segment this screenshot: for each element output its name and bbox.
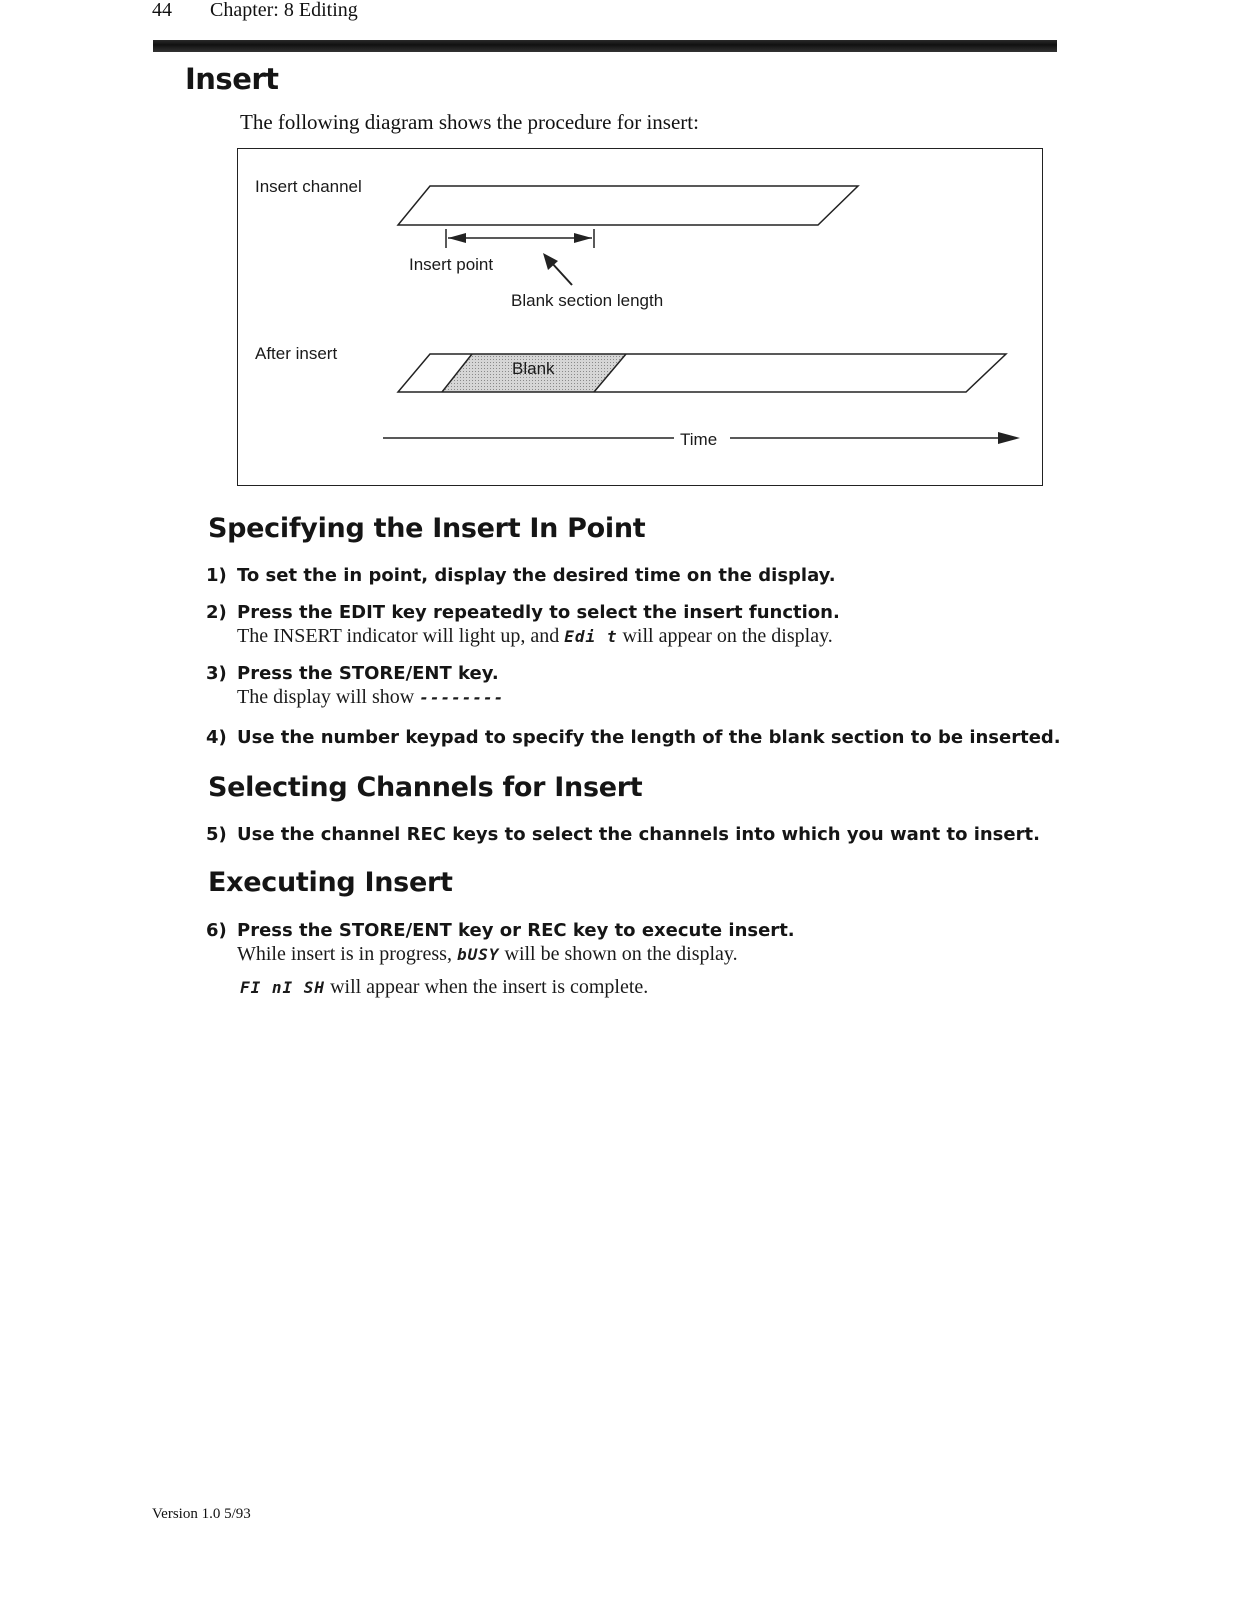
blank-section-length-label: Blank section length <box>511 291 664 310</box>
section-heading-executing: Executing Insert <box>208 867 453 898</box>
detail-text: will appear on the display. <box>617 625 833 647</box>
step-number: 5) <box>206 824 227 845</box>
arrowhead-right <box>574 233 592 243</box>
step-text: Press the EDIT key repeatedly to select the insert function. <box>237 602 840 623</box>
time-arrowhead <box>998 432 1020 444</box>
step-2-detail <box>237 625 833 648</box>
after-insert-label: After insert <box>255 344 338 363</box>
lcd-readout: Edi t <box>564 627 618 646</box>
detail-text: The INSERT indicator will light up, and <box>237 625 565 647</box>
step-text: To set the in point, display the desired time on the display. <box>237 565 836 586</box>
page-title: Insert <box>185 62 279 96</box>
step-number: 2) <box>206 602 227 623</box>
step-text: Use the channel REC keys to select the channels into which you want to insert. <box>237 824 1040 845</box>
step-number: 1) <box>206 565 227 586</box>
step-3-detail <box>237 686 504 709</box>
lcd-readout: FI nI SH <box>240 978 326 997</box>
arrowhead-left <box>448 233 466 243</box>
step-number: 3) <box>206 663 227 684</box>
detail-text: The display will show <box>237 686 420 708</box>
step-number: 4) <box>206 727 227 748</box>
page-number: 44 <box>152 0 172 21</box>
intro-text: The following diagram shows the procedure for insert: <box>240 110 699 134</box>
insert-channel-bar <box>398 186 858 225</box>
section-heading-channels: Selecting Channels for Insert <box>208 772 643 803</box>
step-text: Press the STORE/ENT key. <box>237 663 499 684</box>
step-6-detail <box>237 943 738 966</box>
detail-text: will appear when the insert is complete. <box>325 976 649 998</box>
blank-label: Blank <box>512 359 555 378</box>
time-label: Time <box>680 430 718 449</box>
detail-text: While insert is in progress, <box>237 943 457 965</box>
diagram-graphics <box>238 149 1044 487</box>
insert-diagram <box>237 148 1043 486</box>
lcd-readout: bUSY <box>456 945 500 964</box>
page-footer: Version 1.0 5/93 <box>152 1506 251 1522</box>
step-text: Press the STORE/ENT key or REC key to execute insert. <box>237 920 795 941</box>
step-6-detail-2 <box>240 976 648 999</box>
detail-text: will be shown on the display. <box>499 943 738 965</box>
lcd-readout: -------- <box>419 688 505 707</box>
section-heading-in-point: Specifying the Insert In Point <box>208 513 646 544</box>
header-rule <box>153 40 1057 52</box>
step-text: Use the number keypad to specify the length of the blank section to be inserted. <box>237 727 1061 748</box>
insert-channel-label: Insert channel <box>255 177 362 196</box>
insert-point-label: Insert point <box>409 255 494 274</box>
chapter-title: Chapter: 8 Editing <box>210 0 358 21</box>
step-number: 6) <box>206 920 227 941</box>
